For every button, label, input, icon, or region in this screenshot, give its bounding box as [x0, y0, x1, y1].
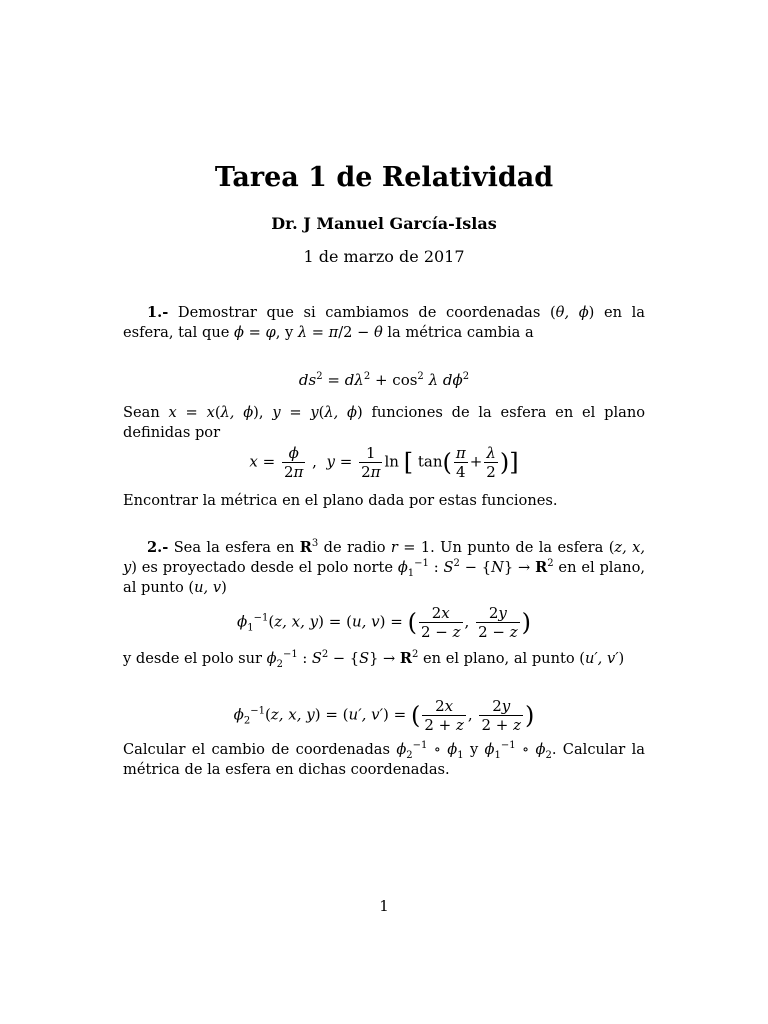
problem-2-text: Sea la esfera en $R^3$ de radio r = 1. Un punto de la esfera (z, x, y) es proyectado desde el polo norte $\phi_1^{-1}$ : $S^2 - \{N\} \to R^2$ en el plano, al punto (u, v) [123, 538, 645, 596]
fraction: $\frac{\pi}{4}$ [455, 444, 466, 481]
fraction: $\frac{1}{2\pi}$ [361, 444, 381, 481]
fraction: $\frac{\phi}{2\pi}$ [283, 444, 304, 481]
problem-1-task: Encontrar la métrica en el plano dada por estas funciones. [123, 492, 558, 509]
problem-1-statement [123, 303, 645, 343]
problem-1-metric-equation: $ds^2 = d\lambda^2 + \cos^2 \lambda$ $d\phi^2$ [298, 371, 470, 389]
author-name: Dr. J Manuel García-Islas [271, 214, 497, 233]
page-number: 1 [379, 897, 389, 915]
problem-2-number: 2.- [147, 539, 169, 556]
problem-2-statement [123, 538, 645, 598]
problem-1-functions-text: Sean x = x(λ, ϕ), y = y(λ, ϕ) funciones de la esfera en el plano definidas por [123, 404, 646, 441]
problem-1-text: Demostrar que si cambiamos de coordenadas (θ, ϕ) en la esfera, tal que ϕ = φ, y λ = π/2 − θ la métrica cambia a [123, 304, 646, 341]
document-date: 1 de marzo de 2017 [303, 247, 465, 266]
problem-1-mercator-equation: x = $\frac{\phi}{2\pi}$ , y = $\frac{1}{2\pi}$ ln [ tan( $\frac{\pi}{4}$ + $\frac{\lambda}{2}$ )] [249, 444, 519, 481]
problem-2-south-projection-equation: $\phi_2^{-1}(z$, x, y) = (u′, v′) = ( $\frac{2x}{2 + z}$ , $\frac{2y}{2 + z}$ ) [233, 697, 535, 734]
fraction: $\frac{\lambda}{2}$ [486, 444, 496, 481]
fraction: $\frac{2y}{2 - z}$ [478, 604, 518, 641]
fraction: $\frac{2x}{2 + z}$ [424, 697, 464, 734]
problem-2-north-projection-equation: $\phi_1^{-1}(z$, x, y) = (u, v) = ( $\frac{2x}{2 - z}$ , $\frac{2y}{2 - z}$ ) [236, 604, 531, 641]
fraction: $\frac{2x}{2 - z}$ [420, 604, 461, 641]
problem-2-south-projection-text: y desde el polo sur $\phi_2^{-1}$ : $S^2 - \{S\} \to R^2$ en el plano, al punto (u′, v′) [123, 649, 625, 670]
fraction: $\frac{2y}{2 + z}$ [481, 697, 522, 734]
problem-2-task: Calcular el cambio de coordenadas $\phi_2^{-1}$ ∘ $\phi_1$ y $\phi_1^{-1}$ ∘ $\phi_2$. Calcular la métrica de la esfera en dichas coordenadas. [123, 740, 645, 778]
problem-1-number: 1.- [147, 304, 169, 321]
document-title: Tarea 1 de Relatividad [214, 162, 554, 193]
